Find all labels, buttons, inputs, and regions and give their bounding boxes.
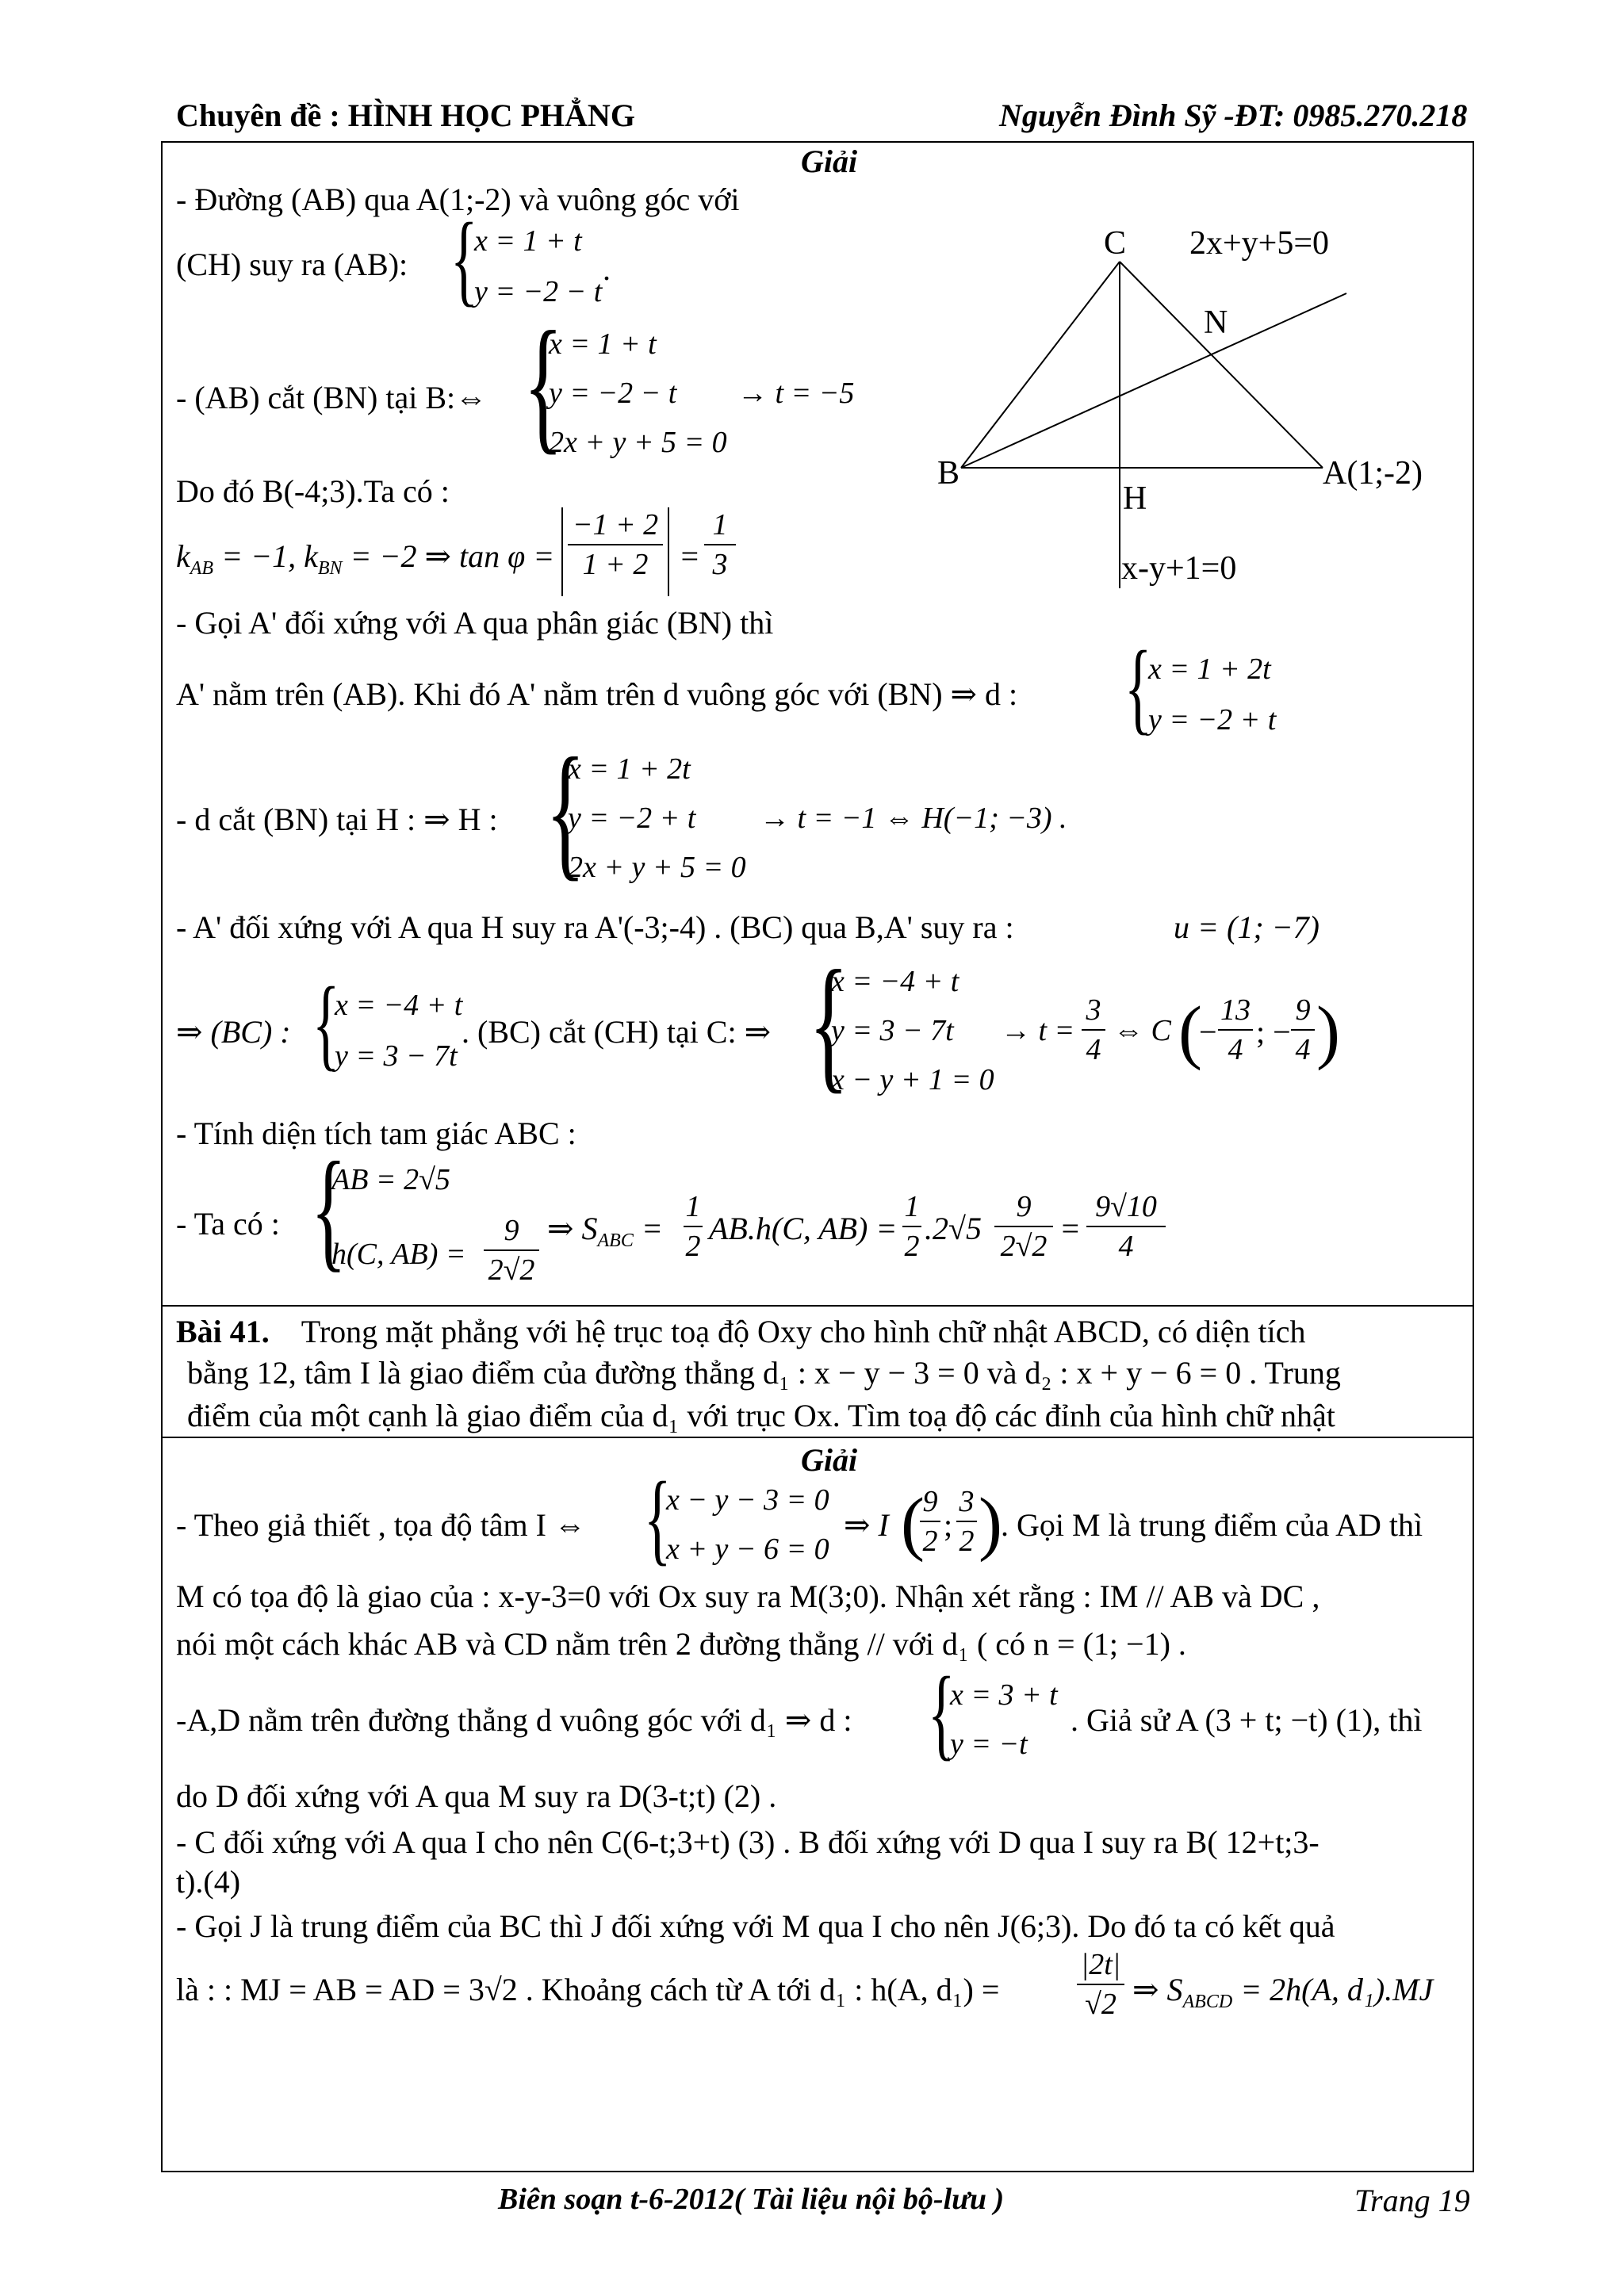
system-brace: { (450, 202, 478, 316)
fraction: 9√10 4 (1086, 1189, 1166, 1264)
abs-bar (561, 507, 563, 596)
side-cb (961, 262, 1120, 468)
system-result: → t = −1 ⇔ H(−1; −3) . (760, 802, 1067, 835)
system-result: ⇔ C (1113, 1014, 1171, 1047)
solution-line: - Ta có : (176, 1206, 280, 1242)
area-formula: ⇒ $S_{ABCD} = 2h(A$, d₁).MJ (1132, 1972, 1434, 2012)
triangle-figure (920, 230, 1475, 603)
system-row: x − y − 3 = 0 (666, 1483, 829, 1517)
fraction: 1 2 (684, 1189, 703, 1264)
fraction: 1 3 (704, 507, 736, 582)
paren: ( (901, 1484, 925, 1563)
label-b: B (937, 455, 960, 492)
problem-41-label: Bài 41. (176, 1314, 270, 1349)
solution-line: - Tính diện tích tam giác ABC : (176, 1115, 576, 1151)
fraction: 9 4 (1291, 993, 1315, 1067)
solution-line: - Gọi A' đối xứng với A qua phân giác (BN) thì (176, 605, 774, 641)
sep: ; (944, 1507, 953, 1543)
label-n: N (1204, 304, 1228, 341)
line-bn (961, 293, 1346, 468)
punct: . (603, 251, 611, 287)
system-row: y = −2 − t (474, 275, 603, 308)
label-eq-bn: 2x+y+5=0 (1189, 230, 1330, 262)
system-result: → t = −5 (737, 377, 855, 410)
system-row: x + y − 6 = 0 (666, 1533, 829, 1566)
system-brace: { (312, 966, 340, 1081)
label-h: H (1123, 480, 1147, 517)
fraction: −1 + 2 1 + 2 (568, 507, 663, 582)
fraction: 9 2 (920, 1484, 940, 1559)
system-row: y = −2 − t (549, 377, 677, 410)
system-brace: { (928, 1656, 956, 1770)
fraction: 9 2√2 (994, 1189, 1053, 1264)
label-c: C (1104, 230, 1127, 262)
equals: = (679, 538, 700, 574)
label-eq-ch: x-y+1=0 (1121, 550, 1237, 587)
solution-line: M có tọa độ là giao của : x-y-3=0 với Ox suy ra M(3;0). Nhận xét rằng : IM // AB và DC , (176, 1578, 1320, 1614)
solution-line: - (AB) cắt (BN) tại B:⇔ (176, 380, 488, 415)
area-formula: .2√5 (925, 1211, 982, 1246)
system-row: y = 3 − 7t (335, 1039, 458, 1073)
problem-41-line: bằng 12, tâm I là giao điểm của đường thẳng d₁ : x − y − 3 = 0 và d₂ : x + y − 6 = 0 . Trung (187, 1355, 1341, 1391)
system-row: x = 1 + 2t (568, 752, 691, 786)
system-row: 2x + y + 5 = 0 (549, 426, 727, 459)
solution-line: Do đó B(-4;3).Ta có : (176, 473, 450, 509)
solution-line: t).(4) (176, 1864, 241, 1900)
system-result: → t = (1001, 1014, 1075, 1047)
sep: ; − (1256, 1014, 1291, 1050)
system-row: x = 1 + t (549, 327, 657, 361)
fraction: 3 2 (956, 1484, 977, 1559)
solution-line: -A,D nằm trên đường thẳng d vuông góc với d₁ ⇒ d : (176, 1702, 852, 1738)
system-brace: { (523, 301, 564, 468)
area-formula: ⇒ $S_{ABC}$ = (547, 1211, 663, 1251)
solution-line: - d cắt (BN) tại H : ⇒ H : (176, 802, 498, 837)
slope-line: $k_{AB} = -1$, $k_{BN} = -2$ ⇒ tan φ = (176, 538, 555, 579)
solution-line: - Gọi J là trung điểm của BC thì J đối xứng với M qua I cho nên J(6;3). Do đó ta có kết quả (176, 1908, 1335, 1944)
solution-line: A' nằm trên (AB). Khi đó A' nằm trên d vuông góc với (BN) ⇒ d : (176, 676, 1018, 712)
fraction: 9 2√2 (484, 1213, 539, 1288)
solution-line: . Gọi M là trung điểm của AD thì (1001, 1507, 1423, 1543)
solution-line: - Theo giả thiết , tọa độ tâm I ⇔ (176, 1507, 586, 1543)
solution-line: - A' đối xứng với A qua H suy ra A'(-3;-4) . (BC) qua B,A' suy ra : (176, 909, 1014, 945)
system-row: x − y + 1 = 0 (831, 1063, 994, 1096)
problem-41-line: điểm của một cạnh là giao điểm của d₁ với trục Ox. Tìm toạ độ các đỉnh của hình chữ nhật (187, 1398, 1335, 1433)
system-brace: { (1124, 630, 1152, 744)
solution-line: . (BC) cắt (CH) tại C: ⇒ (462, 1014, 772, 1050)
header-topic: Chuyên đề : HÌNH HỌC PHẲNG (176, 98, 635, 133)
solution-line: do D đối xứng với A qua M suy ra D(3-t;t) (2) . (176, 1778, 777, 1814)
system-row: AB = 2√5 (331, 1163, 450, 1196)
header-author: Nguyễn Đình Sỹ -ĐT: 0985.270.218 (999, 98, 1468, 133)
area-formula: AB.h(C, AB) = (709, 1211, 898, 1246)
label-a: A(1;-2) (1323, 455, 1423, 492)
solution-line: (CH) suy ra (AB): (176, 247, 408, 282)
implies: ⇒ I (844, 1507, 889, 1543)
system-brace: { (311, 1135, 347, 1284)
page-number: Trang 19 (1354, 2183, 1470, 2218)
solution-line: . Giả sử A (3 + t; −t) (1), thì (1071, 1702, 1423, 1738)
system-brace: { (644, 1461, 672, 1575)
fraction: 1 2 (902, 1189, 921, 1264)
solution-title: Giải (801, 144, 858, 179)
solution-line: - C đối xứng với A qua I cho nên C(6-t;3+t) (3) . B đối xứng với D qua I suy ra B( 12+t;3- (176, 1824, 1320, 1860)
system-row: h(C, AB) = (331, 1238, 466, 1271)
solution-line: - Đường (AB) qua A(1;-2) và vuông góc với (176, 182, 740, 217)
system-row: y = −2 + t (1148, 703, 1277, 737)
vector-u: u = (1; −7) (1174, 909, 1320, 945)
fraction: 3 4 (1082, 993, 1105, 1067)
system-row: y = −t (950, 1728, 1028, 1761)
footer-note: Biên soạn t-6-2012( Tài liệu nội bộ-lưu ) (498, 2183, 1005, 2216)
system-row: x = 1 + 2t (1148, 652, 1271, 686)
system-row: x = 3 + t (950, 1678, 1058, 1712)
equals: = (1059, 1211, 1081, 1246)
system-row: y = −2 + t (568, 802, 696, 835)
fraction: 13 4 (1218, 993, 1253, 1067)
system-row: x = −4 + t (831, 965, 959, 998)
system-row: x = −4 + t (335, 989, 463, 1022)
system-row: x = 1 + t (474, 224, 582, 258)
system-brace: { (546, 728, 586, 894)
bc-eq-label: ⇒ (BC) : (176, 1014, 291, 1050)
fraction: |2t| √2 (1077, 1947, 1124, 2022)
paren: ( (1178, 993, 1202, 1071)
abs-bar (668, 507, 669, 596)
paren: ) (979, 1484, 1002, 1563)
solution-line: nói một cách khác AB và CD nằm trên 2 đường thẳng // với d₁ ( có n = (1; −1) . (176, 1626, 1186, 1662)
problem-41-line: Bài 41. Trong mặt phẳng với hệ trục toạ độ Oxy cho hình chữ nhật ABCD, có diện tích (176, 1314, 1306, 1349)
minus: − (1199, 1014, 1217, 1050)
side-ca (1120, 262, 1323, 468)
system-brace: { (809, 940, 849, 1107)
paren: ) (1316, 993, 1340, 1071)
solution-line: là : : MJ = AB = AD = 3√2 . Khoảng cách từ A tới d₁ : h(A, d₁) = (176, 1972, 1000, 2007)
solution-title: Giải (801, 1442, 858, 1478)
system-row: y = 3 − 7t (831, 1014, 954, 1047)
system-row: 2x + y + 5 = 0 (568, 851, 746, 884)
